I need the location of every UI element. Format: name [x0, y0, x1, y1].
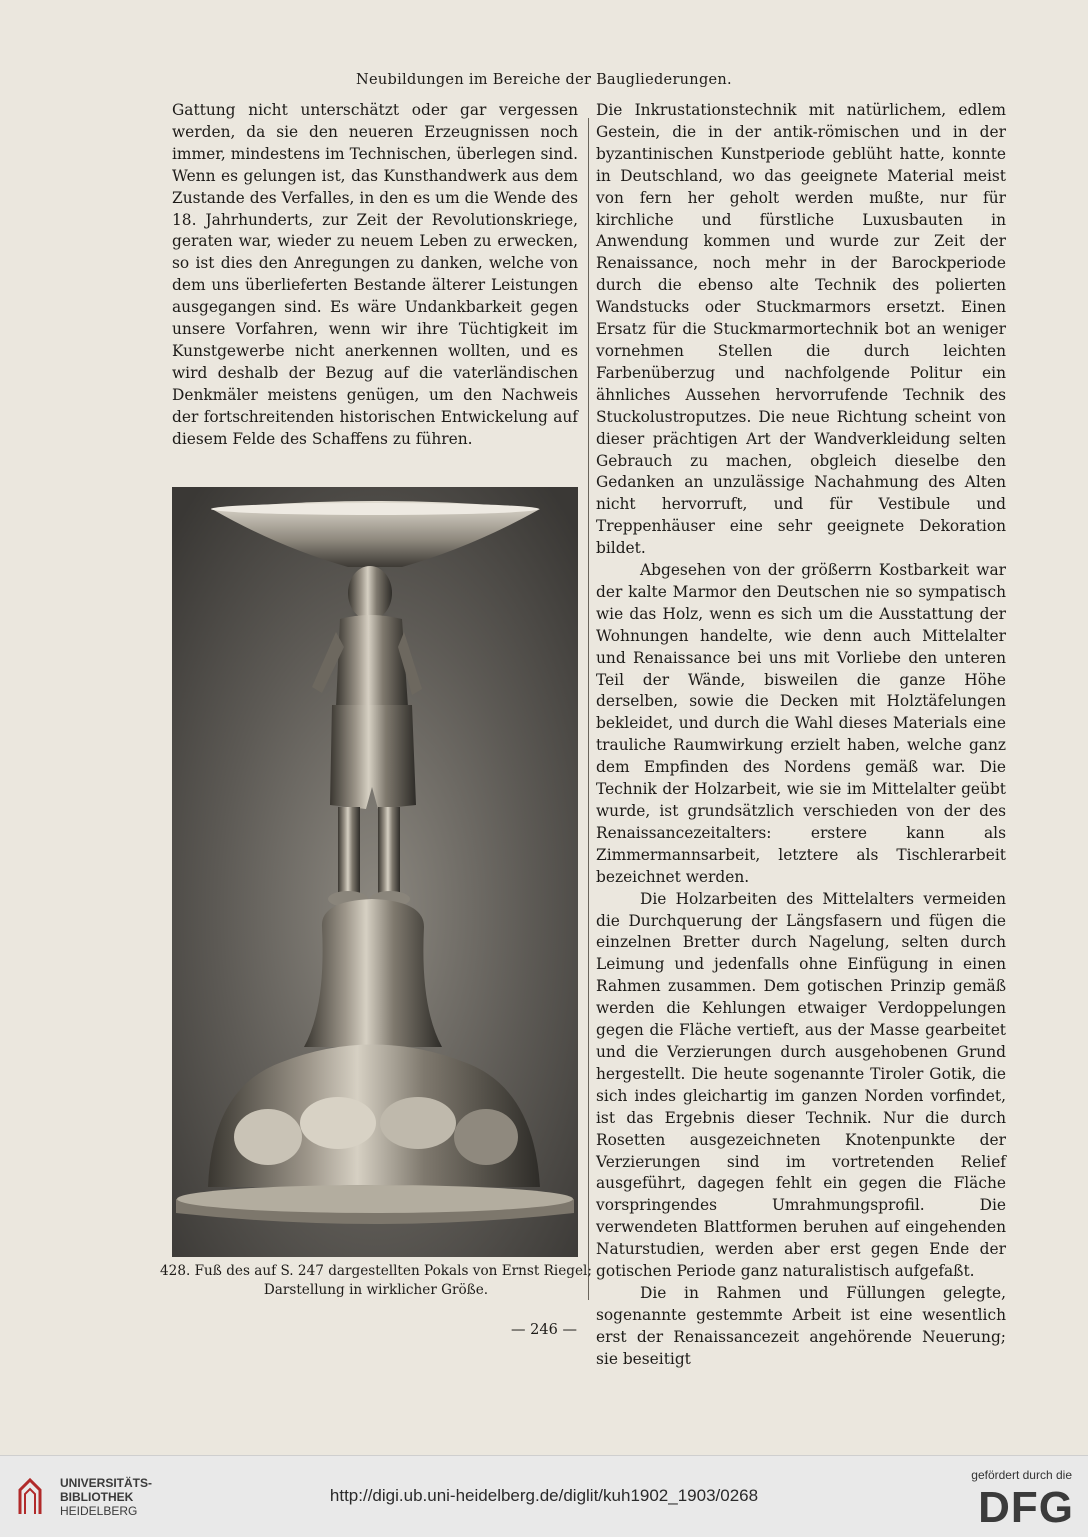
left-paragraph-1: Gattung nicht unterschätzt oder gar vergessen werden, da sie den neueren Erzeugnissen noch immer, mindestens im Technischen, überlegen sind. Wenn es gelungen ist, das Kunsthandwerk aus dem Zustande des Verfalles, in den es um die Wende des 18. Jahrhunderts, zur Zeit der Revolutionskriege, geraten war, wieder zu neuem Leben zu erwecken, so ist dies den Anregungen zu danken, welche von dem uns überlieferten Bestande älterer Leistungen ausgegangen sind. Es wäre Undankbarkeit gegen unsere Vorfahren, wenn wir ihre Tüchtigkeit im Kunstgewerbe nicht anerkennen wollten, und es wird deshalb der Bezug auf die vaterländischen Denkmäler meistens genügen, um den Nachweis der fortschreitenden historischen Entwickelung auf diesem Felde des Schaffens zu führen.	[172, 101, 578, 448]
library-name-line-1: UNIVERSITÄTS-	[60, 1476, 153, 1490]
funder-caption: gefördert durch die	[971, 1468, 1072, 1482]
right-paragraph-3: Die Holzarbeiten des Mittelalters vermeiden die Durchquerung der Längsfasern und fügen die einzelnen Bretter durch Nagelung, selten durch Leimung und jedenfalls ohne Einfügung in einen Rahmen zusammen. Dem gotischen Prinzip gemäß werden die Kehlungen etwaiger Verdoppelungen gegen die Fläche vertieft, aus der Masse gearbeitet und die Verzierungen durch ausgehobenen Grund hergestellt. Die heute sogenannte Tiroler Gotik, die sich indes gleichartig im ganzen Norden vorfindet, ist das Ergebnis dieser Technik. Nur die durch Rosetten ausgezeichneten Knotenpunkte der Verzierungen sind im vortretenden Relief ausgeführt, dagegen fehlt ein gegen die Fläche vorspringendes Umrahmungsprofil. Die verwendeten Blattformen beruhen auf eingehenden Naturstudien, werden aber erst gegen Ende der gotischen Periode ganz naturalistisch aufgefaßt.	[596, 889, 1006, 1281]
right-paragraph-1: Die Inkrustationstechnik mit natürlichem, edlem Gestein, die in der antik-römischen und in der byzantinischen Kunstperiode geblüht hatte, konnte in Deutschland, wo das geeignete Material meist von fern her geholt werden mußte, nur für kirchliche und fürstliche Luxusbauten in Anwendung kommen und wurde zur Zeit der Renaissance, noch mehr in der Barockperiode durch die ebenso alte Technik des polierten Wandstucks oder Stuckmarmors ersetzt. Einen Ersatz für die Stuckmarmortechnik bot an weniger vornehmen Stellen die durch leichten Farbenüberzug und nachfolgende Politur ein ähnliches Aussehen hervorrufende Technik des Stuckolustroputzes. Die neue Richtung scheint von dieser prächtigen Art der Wandverkleidung selten Gebrauch zu machen, obgleich dieselbe den Gedanken an unzulässige Nachahmung des Alten nicht hervorruft, und für Vestibule und Treppenhäuser eine sehr geeignete Dekoration bildet.	[596, 101, 1006, 558]
caption-line-2: Darstellung in wirklicher Größe.	[263, 1282, 489, 1298]
page-number: — 246 —	[511, 1322, 577, 1338]
column-divider	[588, 118, 589, 1300]
dfg-logo[interactable]: DFG	[978, 1483, 1074, 1532]
right-paragraph-2: Abgesehen von der größerrn Kostbarkeit war der kalte Marmor den Deutschen nie so sympatisch wie das Holz, wenn es sich um die Ausstattung der Wohnungen handelte, wie denn auch Mittelalter und Renaissance bei uns mit Vorliebe den unteren Teil der Wände, bisweilen die ganze Höhe derselben, sowie die Decken mit Holztäfelungen bekleidet, und durch die Wahl dieses Materials eine trauliche Raumwirkung erzielt haben, welche ganz dem Empfinden des Nordens gemäß war. Die Technik der Holzarbeit, wie sie im Mittelalter geübt wurde, ist grundsätzlich verschieden von der des Renaissancezeitalters: erstere kann als Zimmermannsarbeit, letztere als Tischlerarbeit bezeichnet werden.	[596, 561, 1006, 886]
goblet-stem	[304, 899, 442, 1047]
figure-caption	[160, 1262, 592, 1300]
figure-leg-left	[338, 807, 360, 895]
figure-head	[348, 566, 392, 620]
caption-line-1: 428. Fuß des auf S. 247 dargestellten Pokals von Ernst Riegel;	[160, 1263, 592, 1279]
figure-leg-right	[378, 807, 400, 895]
goblet-photograph	[172, 487, 578, 1257]
running-head: Neubildungen im Bereiche der Baugliederungen.	[356, 72, 732, 88]
figure-torso	[336, 615, 408, 713]
left-column	[172, 100, 578, 451]
permalink-url[interactable]: http://digi.ub.uni-heidelberg.de/diglit/kuh1902_1903/0268	[329, 1486, 759, 1505]
right-paragraph-4: Die in Rahmen und Füllungen gelegte, sogenannte gestemmte Arbeit ist eine wesentlich erst der Renaissancezeit angehörende Neuerung; sie beseitigt	[596, 1283, 1006, 1368]
right-column	[596, 100, 1006, 1371]
figure-plate	[172, 487, 578, 1257]
library-name-line-3: HEIDELBERG	[60, 1504, 138, 1518]
viewer-footer	[0, 1455, 1088, 1537]
library-name-line-2: BIBLIOTHEK	[60, 1490, 134, 1504]
